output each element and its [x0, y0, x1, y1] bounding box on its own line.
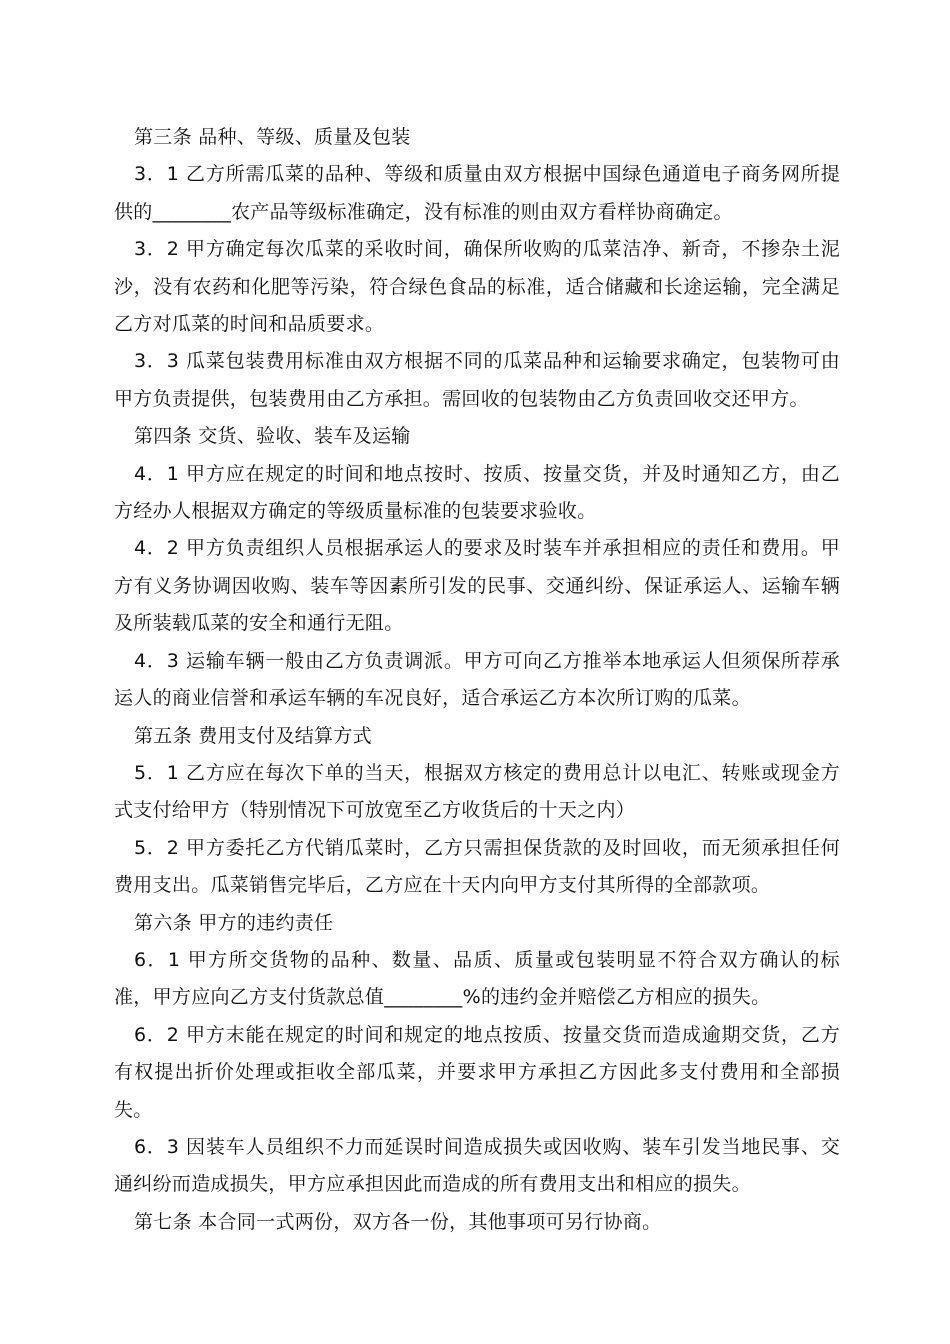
clause-3-3: 3．3 瓜菜包装费用标准由双方根据不同的瓜菜品种和运输要求确定，包装物可由甲方负责提供，包装费用由乙方承担。需回收的包装物由乙方负责回收交还甲方。 — [114, 350, 840, 410]
clause-6-3: 6．3 因装车人员组织不力而延误时间造成损失或因收购、装车引发当地民事、交通纠纷而造成损失，甲方应承担因此而造成的所有费用支出和相应的损失。 — [114, 1135, 840, 1196]
section-heading-5: 第五条 费用支付及结算方式 — [134, 724, 372, 747]
section-heading-4: 第四条 交货、验收、装车及运输 — [134, 425, 411, 448]
section-heading-7: 第七条 本合同一式两份，双方各一份，其他事项可另行协商。 — [134, 1210, 662, 1233]
clause-5-1: 5．1 乙方应在每次下单的当天，根据双方核定的费用总计以电汇、转账或现金方式支付给甲方（特别情况下可放宽至乙方收货后的十天之内） — [114, 761, 840, 822]
section-heading-6: 第六条 甲方的违约责任 — [134, 911, 334, 934]
section-heading-3: 第三条 品种、等级、质量及包装 — [134, 126, 411, 148]
clause-4-3: 4．3 运输车辆一般由乙方负责调派。甲方可向乙方推举本地承运人但须保所荐承运人的商业信誉和承运车辆的车况良好，适合承运乙方本次所订购的瓜菜。 — [114, 649, 840, 710]
clause-4-2: 4．2 甲方负责组织人员根据承运人的要求及时装车并承担相应的责任和费用。甲方有义务协调因收购、装车等因素所引发的民事、交通纠纷、保证承运人、运输车辆及所装载瓜菜的安全和通行无阻。 — [114, 537, 840, 635]
clause-3-2: 3．2 甲方确定每次瓜菜的采收时间，确保所收购的瓜菜洁净、新奇，不掺杂土泥沙，没有农药和化肥等污染，符合绿色食品的标准，适合储藏和长途运输，完全满足乙方对瓜菜的时间和品质要求。 — [114, 238, 840, 336]
clause-6-1: 6．1 甲方所交货物的品种、数量、品质、质量或包装明显不符合双方确认的标准，甲方应向乙方支付货款总值________%的违约金并赔偿乙方相应的损失。 — [114, 948, 840, 1009]
clause-3-1: 3．1 乙方所需瓜菜的品种、等级和质量由双方根据中国绿色通道电子商务网所提供的________农产品等级标准确定，没有标准的则由双方看样协商确定。 — [114, 163, 840, 223]
clause-5-2: 5．2 甲方委托乙方代销瓜菜时，乙方只需担保货款的及时回收，而无须承担任何费用支出。瓜菜销售完毕后，乙方应在十天内向甲方支付其所得的全部款项。 — [114, 836, 840, 897]
clause-4-1: 4．1 甲方应在规定的时间和地点按时、按质、按量交货，并及时通知乙方，由乙方经办人根据双方确定的等级质量标准的包装要求验收。 — [114, 462, 840, 523]
contract-body — [114, 119, 840, 1241]
clause-6-2: 6．2 甲方末能在规定的时间和规定的地点按质、按量交货而造成逾期交货，乙方有权提出折价处理或拒收全部瓜菜，并要求甲方承担乙方因此多支付费用和全部损失。 — [114, 1023, 840, 1121]
